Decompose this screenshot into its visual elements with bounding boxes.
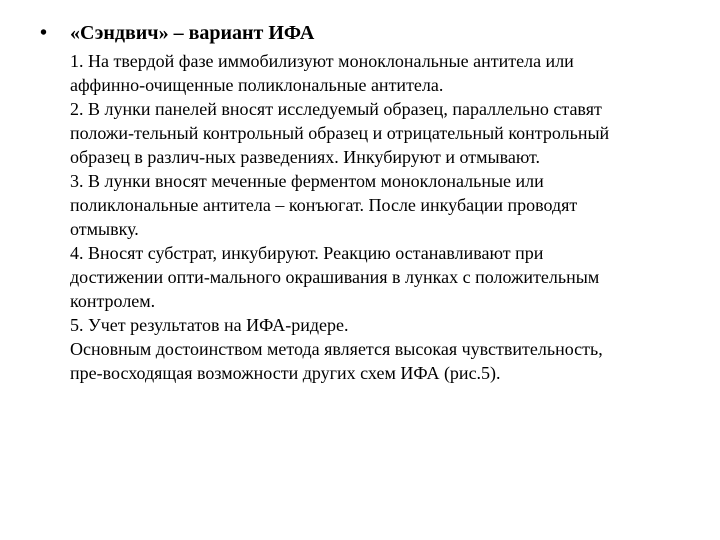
body-line: 3. В лунки вносят меченные ферментом моноклональные или	[70, 171, 544, 191]
body-line: положи-тельный контрольный образец и отрицательный контрольный	[70, 123, 610, 143]
body-line: 2. В лунки панелей вносят исследуемый образец, параллельно ставят	[70, 99, 602, 119]
body-line: образец в различ-ных разведениях. Инкубируют и отмывают.	[70, 147, 541, 167]
body-line: контролем.	[70, 291, 156, 311]
body-line: Основным достоинством метода является высокая чувствительность,	[70, 339, 603, 359]
title-row	[40, 22, 700, 45]
body-line: достижении опти-мального окрашивания в лунках с положительным	[70, 267, 600, 287]
body-line: отмывку.	[70, 219, 139, 239]
body-line: 1. На твердой фазе иммобилизуют моноклональные антитела или	[70, 51, 574, 71]
body-line: 5. Учет результатов на ИФА-ридере.	[70, 315, 349, 335]
body-line: 4. Вносят субстрат, инкубируют. Реакцию останавливают при	[70, 243, 544, 263]
bullet-icon: •	[40, 22, 48, 44]
body-line: поликлональные антитела – конъюгат. После инкубации проводят	[70, 195, 578, 215]
body-line: аффинно-очищенные поликлональные антитела.	[70, 75, 444, 95]
slide-body-text	[70, 49, 682, 385]
body-line: пре-восходящая возможности других схем ИФА (рис.5).	[70, 363, 501, 383]
slide-title: «Сэндвич» – вариант ИФА	[70, 22, 315, 44]
